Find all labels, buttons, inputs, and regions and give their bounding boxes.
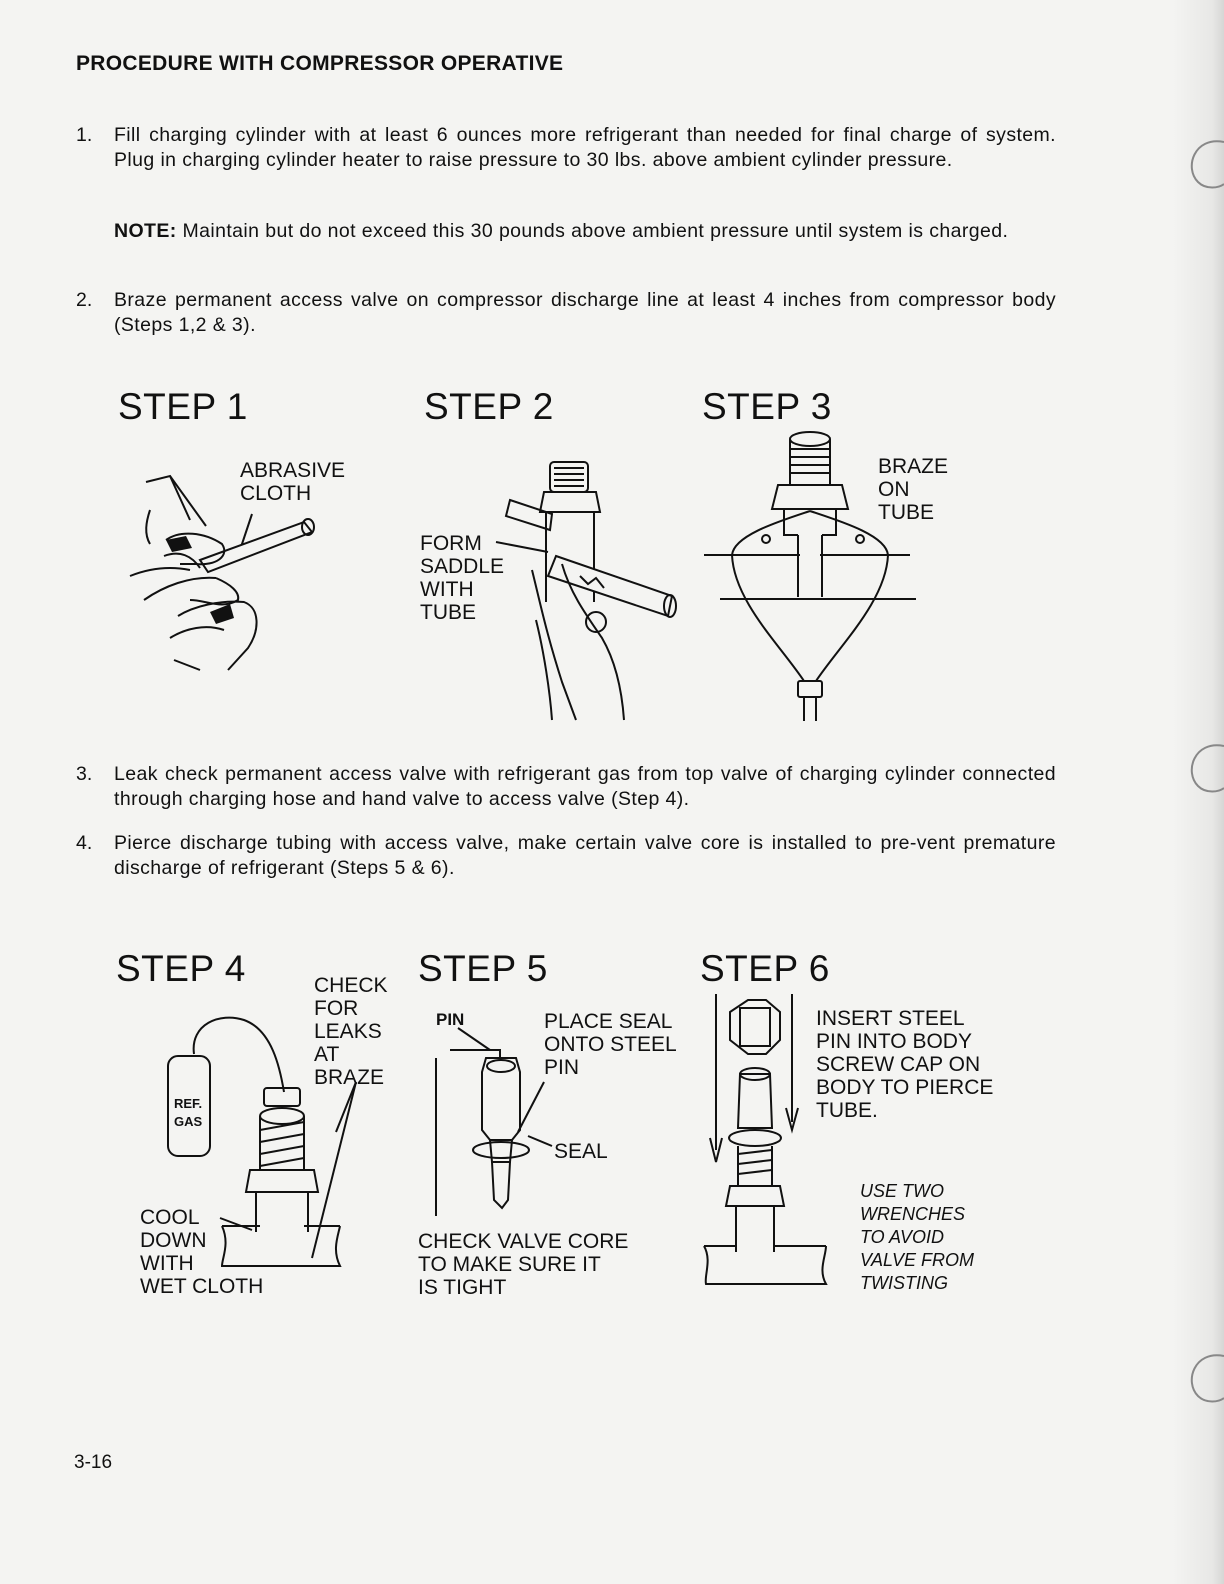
step5-label-pin: PIN xyxy=(436,1010,465,1029)
punch-hole-middle xyxy=(1164,732,1224,812)
step5-label-seal: SEAL xyxy=(554,1140,608,1163)
step-number: 2. xyxy=(76,289,93,311)
step-item-2 xyxy=(76,288,1056,338)
step-item-4 xyxy=(76,831,1056,881)
step2-label-form-saddle: FORM SADDLE WITH TUBE xyxy=(420,532,505,624)
page-number: 3-16 xyxy=(74,1452,113,1473)
step-item-1 xyxy=(76,123,1056,173)
note-paragraph xyxy=(114,219,1056,244)
step2-pliers-forming-saddle-illustration xyxy=(492,452,692,722)
step5-label-check-valve-core: CHECK VALVE CORE TO MAKE SURE IT IS TIGHT xyxy=(418,1230,629,1299)
step-text: Fill charging cylinder with at least 6 ounces more refrigerant than needed for final charge of system. Plug in charging cylinder heater to raise pressure to 30 lbs. above ambient cylinder pressure. xyxy=(114,124,1056,171)
step-number: 4. xyxy=(76,832,93,854)
step3-title: STEP 3 xyxy=(702,386,832,427)
step3-brazing-valve-on-tube-illustration xyxy=(700,425,920,725)
step1-title: STEP 1 xyxy=(118,386,248,427)
step6-pierce-tube-illustration xyxy=(700,990,830,1290)
step-number: 3. xyxy=(76,763,93,785)
step-number: 1. xyxy=(76,124,93,146)
step5-title: STEP 5 xyxy=(418,948,548,989)
ref-gas-can-text-2: GAS xyxy=(174,1114,203,1129)
step1-hand-polishing-tube-illustration xyxy=(120,460,320,680)
step5-pin-and-seal-illustration xyxy=(430,1028,570,1228)
step2-title: STEP 2 xyxy=(424,386,554,427)
step5-label-place-seal: PLACE SEAL ONTO STEEL PIN xyxy=(544,1010,677,1079)
step4-title: STEP 4 xyxy=(116,948,246,989)
step6-label-use-two-wrenches: USE TWO WRENCHES TO AVOID VALVE FROM TWISTING xyxy=(860,1181,975,1293)
step-item-3 xyxy=(76,762,1056,812)
ref-gas-can-text-1: REF. xyxy=(174,1096,203,1111)
step4-label-check-leaks: CHECK FOR LEAKS AT BRAZE xyxy=(314,974,388,1089)
step3-label-braze-on-tube: BRAZE ON TUBE xyxy=(878,455,949,524)
note-text: Maintain but do not exceed this 30 pounds above ambient pressure until system is charged. xyxy=(176,220,1009,242)
step6-label-insert-steel-pin: INSERT STEEL PIN INTO BODY SCREW CAP ON BODY TO PIERCE TUBE. xyxy=(816,1007,994,1122)
step-text: Pierce discharge tubing with access valve, make certain valve core is installed to pre-vent premature discharge of refrigerant (Steps 5 & 6). xyxy=(114,832,1056,879)
step-text: Leak check permanent access valve with refrigerant gas from top valve of charging cylinder connected through charging hose and hand valve to access valve (Step 4). xyxy=(114,763,1056,810)
step4-leak-check-illustration xyxy=(160,1008,360,1278)
punch-hole-bottom xyxy=(1164,1342,1224,1422)
step1-label-abrasive-cloth: ABRASIVE CLOTH xyxy=(240,459,346,505)
step-text: Braze permanent access valve on compressor discharge line at least 4 inches from compressor body (Steps 1,2 & 3). xyxy=(114,289,1056,336)
step4-label-cool-down: COOL DOWN WITH WET CLOTH xyxy=(140,1206,264,1298)
step6-title: STEP 6 xyxy=(700,948,830,989)
punch-hole-top xyxy=(1164,128,1224,208)
section-heading: PROCEDURE WITH COMPRESSOR OPERATIVE xyxy=(76,52,564,75)
note-label: NOTE: xyxy=(114,220,177,242)
